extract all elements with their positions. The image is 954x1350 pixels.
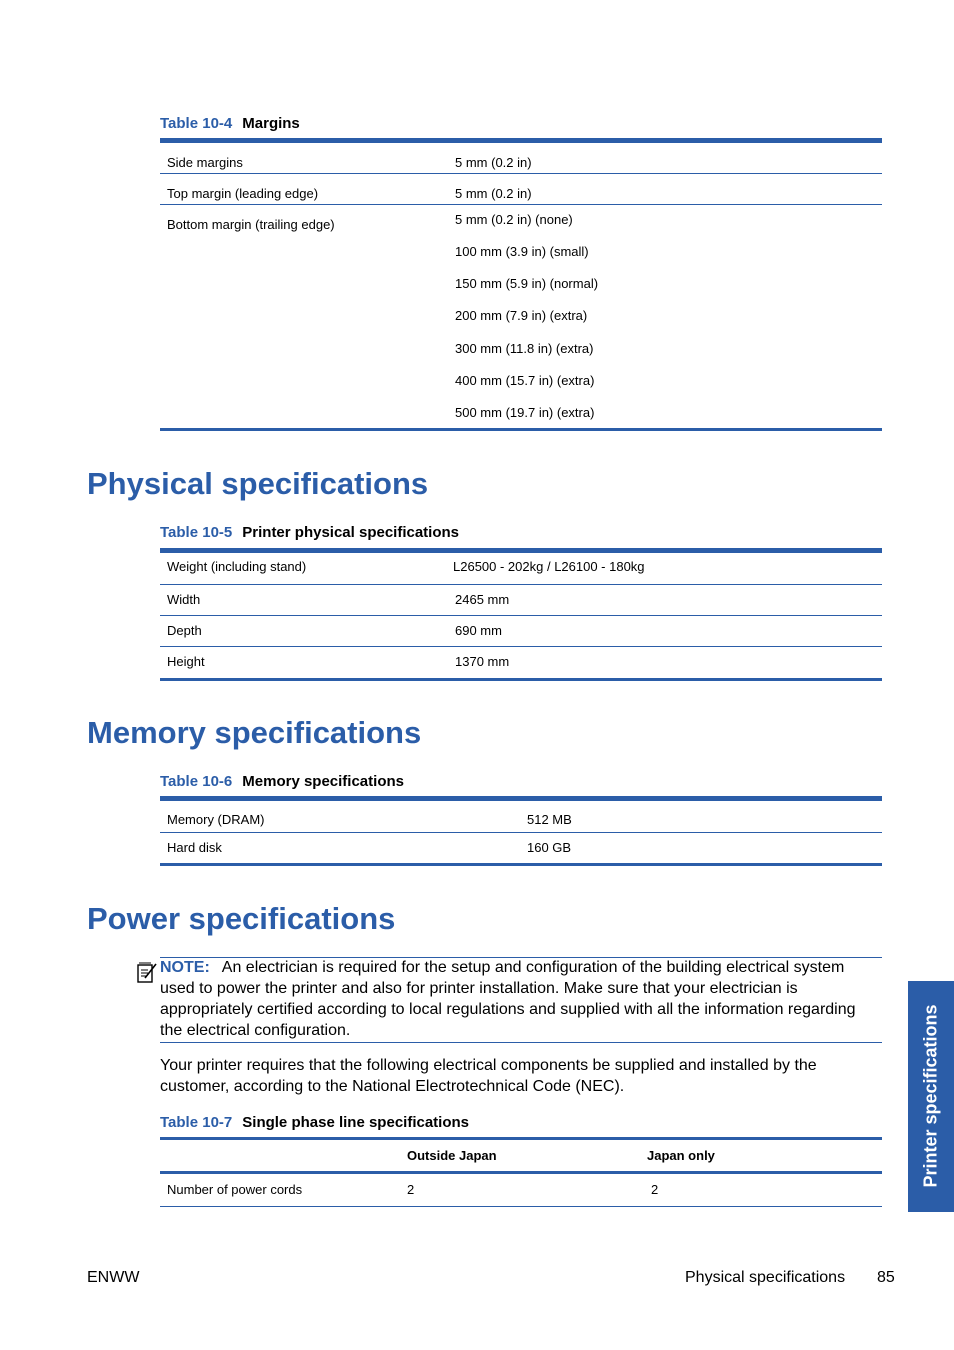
column-header-outside-japan: Outside Japan <box>407 1148 497 1163</box>
row-value: 512 MB <box>527 812 572 827</box>
power-table-caption <box>160 1114 469 1131</box>
table-number: Table 10-5 <box>160 524 233 541</box>
row-label: Bottom margin (trailing edge) <box>167 217 335 232</box>
table-bottom-rule <box>160 678 882 681</box>
row-label: Weight (including stand) <box>167 559 307 574</box>
note-label: NOTE: <box>160 959 210 976</box>
row-label: Depth <box>167 623 202 638</box>
table-number: Table 10-7 <box>160 1114 233 1131</box>
row-value: 150 mm (5.9 in) (normal) <box>455 276 599 291</box>
table-row <box>160 553 882 585</box>
note-bottom-rule <box>160 1042 882 1043</box>
table-number: Table 10-4 <box>160 115 233 132</box>
row-value: 2 <box>651 1182 659 1197</box>
row-label: Width <box>167 592 201 607</box>
row-label: Height <box>167 654 205 669</box>
row-value: 1370 mm <box>455 654 510 669</box>
row-value: 300 mm (11.8 in) (extra) <box>455 341 594 356</box>
table-title: Margins <box>242 115 300 132</box>
row-value: 5 mm (0.2 in) <box>455 155 532 170</box>
chapter-side-tab <box>908 981 954 1212</box>
physical-specs-table <box>160 548 882 681</box>
row-value: 2465 mm <box>455 592 510 607</box>
note-icon <box>136 961 158 990</box>
row-value: 100 mm (3.9 in) (small) <box>455 244 589 259</box>
table-row <box>160 833 882 863</box>
memory-specs-table <box>160 796 882 866</box>
row-value: 160 GB <box>527 840 572 855</box>
table-bottom-rule <box>160 863 882 866</box>
row-label: Memory (DRAM) <box>167 812 265 827</box>
table-bottom-rule <box>160 428 882 431</box>
table-row <box>160 1174 882 1207</box>
physical-table-caption <box>160 524 459 541</box>
row-label: Number of power cords <box>167 1182 303 1197</box>
table-title: Single phase line specifications <box>242 1114 470 1131</box>
section-heading-power: Power specifications <box>87 901 396 936</box>
page-number: 85 <box>877 1269 895 1286</box>
row-value: 5 mm (0.2 in) <box>455 186 532 201</box>
chapter-side-tab-label: Printer specifications <box>920 1004 941 1188</box>
column-header-japan-only: Japan only <box>647 1148 715 1163</box>
table-row <box>160 585 882 616</box>
row-label: Hard disk <box>167 840 222 855</box>
row-value: 500 mm (19.7 in) (extra) <box>455 405 595 420</box>
margins-table <box>160 138 882 431</box>
table-row <box>160 143 882 174</box>
table-row <box>160 174 882 205</box>
table-title: Printer physical specifications <box>242 524 460 541</box>
section-heading-physical: Physical specifications <box>87 466 429 501</box>
table-row <box>160 616 882 647</box>
table-row <box>160 205 882 428</box>
memory-table-caption <box>160 773 404 790</box>
footer-section-title: Physical specifications <box>685 1269 846 1286</box>
table-header-row <box>160 1140 882 1174</box>
table-row <box>160 801 882 833</box>
row-value: 5 mm (0.2 in) (none) <box>455 212 573 227</box>
note-text: An electrician is required for the setup and configuration of the building electrical system used to power the printer and also for printer installation. Make sure that your electrician is appropriately certified according to local regulations and supplied with all the information regarding the electrical configuration. <box>160 959 856 1039</box>
row-value: 200 mm (7.9 in) (extra) <box>455 308 588 323</box>
row-value: 2 <box>407 1182 415 1197</box>
margins-table-caption <box>160 115 300 132</box>
row-value: L26500 - 202kg / L26100 - 180kg <box>453 559 645 574</box>
table-row <box>160 647 882 678</box>
section-heading-memory: Memory specifications <box>87 715 422 750</box>
power-intro-paragraph: Your printer requires that the following electrical components be supplied and installed by the customer, according to the National Electrotechnical Code (NEC). <box>160 1057 817 1095</box>
footer-left-label: ENWW <box>87 1269 140 1286</box>
row-label: Top margin (leading edge) <box>167 186 319 201</box>
row-value: 690 mm <box>455 623 502 638</box>
table-number: Table 10-6 <box>160 773 233 790</box>
note-block <box>160 957 882 1041</box>
power-specs-table <box>160 1137 882 1207</box>
row-label: Side margins <box>167 155 243 170</box>
row-value: 400 mm (15.7 in) (extra) <box>455 373 595 388</box>
table-title: Memory specifications <box>242 773 404 790</box>
